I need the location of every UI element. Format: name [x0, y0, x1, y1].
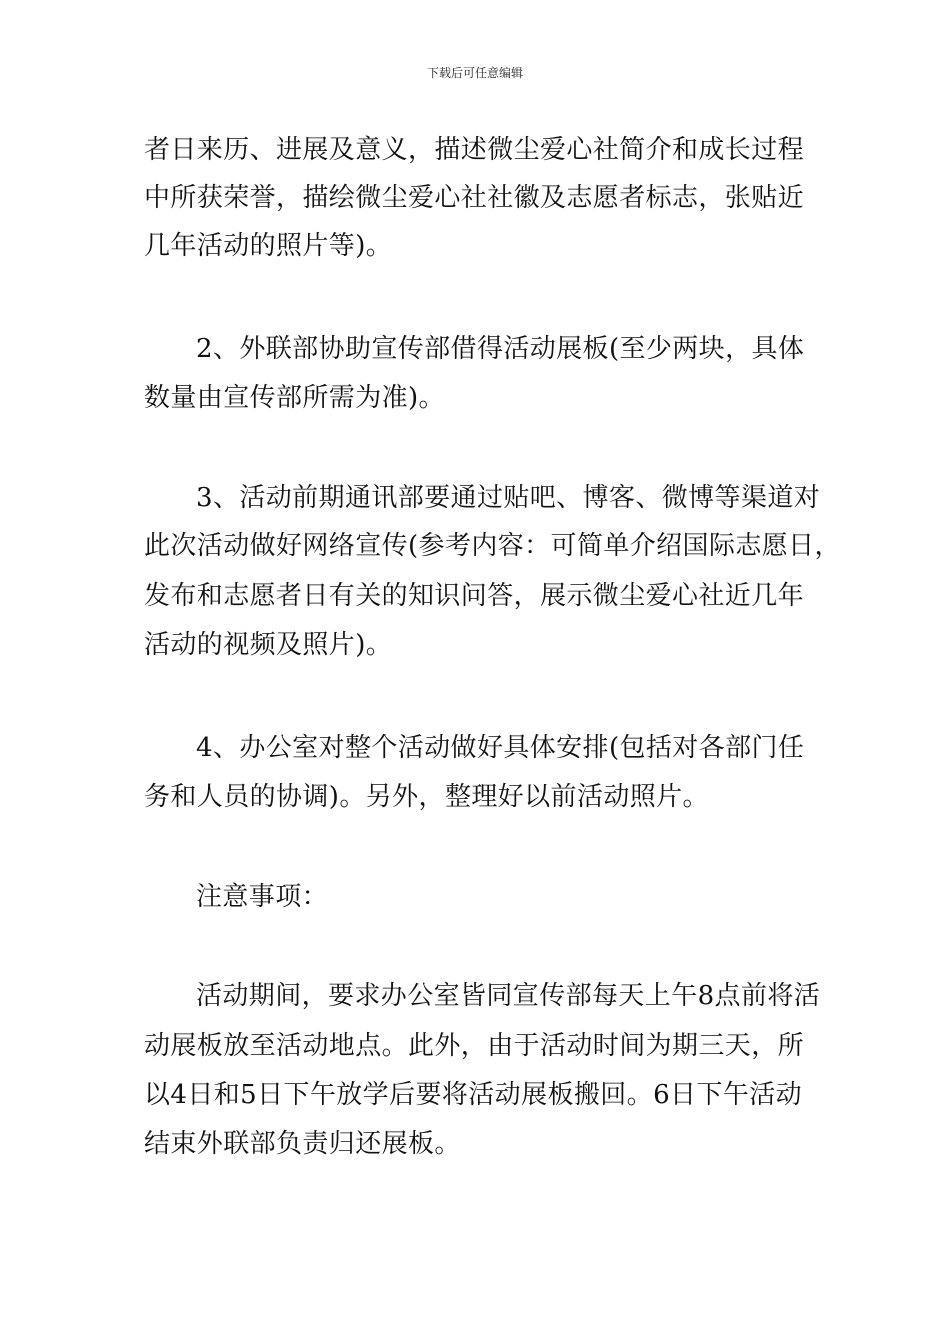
text-line: 活动的视频及照片)。	[144, 630, 393, 660]
text-line: 几年活动的照片等)。	[144, 231, 393, 261]
text-line: 活动期间，要求办公室皆同宣传部每天上午8点前将活	[196, 981, 821, 1011]
text-line: 此次活动做好网络宣传(参考内容：可简单介绍国际志愿日，	[144, 531, 841, 561]
text-line: 务和人员的协调)。另外，整理好以前活动照片。	[144, 782, 709, 812]
text-line: 4、办公室对整个活动做好具体安排(包括对各部门任	[196, 733, 805, 763]
text-line: 2、外联部协助宣传部借得活动展板(至少两块，具体	[196, 334, 805, 364]
text-line: 发布和志愿者日有关的知识问答，展示微尘爱心社近几年	[144, 581, 805, 611]
text-line: 数量由宣传部所需为准)。	[144, 383, 445, 413]
text-line: 以4日和5日下午放学后要将活动展板搬回。6日下午活动	[144, 1080, 803, 1110]
text-line: 者日来历、进展及意义，描述微尘爱心社简介和成长过程	[144, 135, 805, 165]
text-line: 动展板放至活动地点。此外，由于活动时间为期三天，所	[144, 1031, 805, 1061]
text-line: 中所获荣誉，描绘微尘爱心社社徽及志愿者标志，张贴近	[144, 183, 805, 213]
text-line: 3、活动前期通讯部要通过贴吧、博客、微博等渠道对	[196, 483, 821, 513]
section-heading: 注意事项：	[196, 882, 329, 912]
text-line: 结束外联部负责归还展板。	[144, 1129, 461, 1159]
page-header-note: 下载后可任意编辑	[426, 66, 523, 80]
